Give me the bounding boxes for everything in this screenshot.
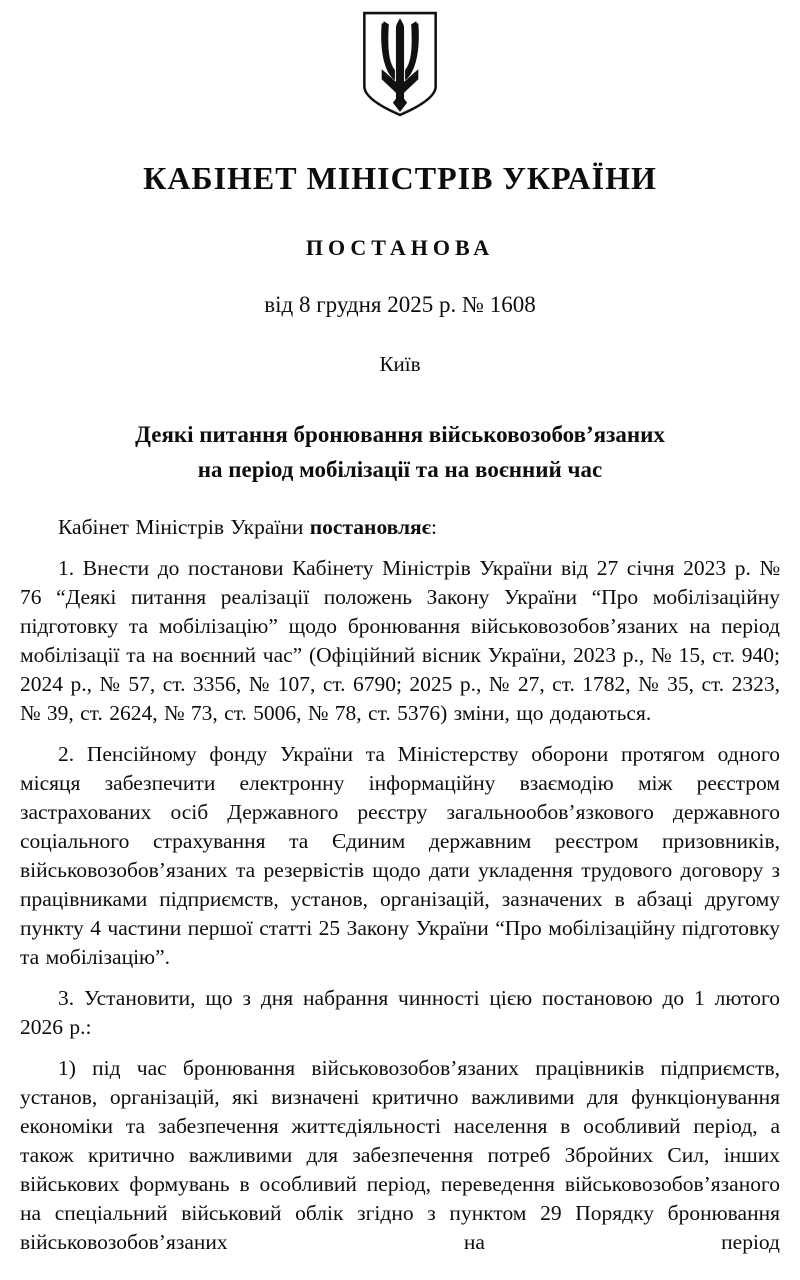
doc-type-heading: ПОСТАНОВА bbox=[305, 235, 495, 260]
ukraine-trident-shield-icon bbox=[361, 10, 439, 118]
paragraph-2: 2. Пенсійному фонду України та Міністерству оборони протягом одного місяця забезпечити електронну інформаційну взаємодію між реєстром застрахованих осіб Державного реєстру загальнообов’язкового державного соціального страхування та Єдиним державним реєстром призовників, військовозобов’язаних та резервістів щодо дати укладення трудового договору з працівниками підприємств, установ, організацій, зазначених в абзаці другому пункту 4 частини першої статті 25 Закону України “Про мобілізаційну підготовку та мобілізацію”. bbox=[20, 742, 780, 969]
org-name-heading: КАБІНЕТ МІНІСТРІВ УКРАЇНИ bbox=[143, 160, 657, 196]
date-number-line: від 8 грудня 2025 р. № 1608 bbox=[264, 292, 536, 317]
paragraph-1: 1. Внести до постанови Кабінету Міністрів України від 27 січня 2023 р. № 76 “Деякі питання реалізації положень Закону України “Про мобілізаційну підготовку та мобілізацію” щодо бронювання військовозобов’язаних на період мобілізації та на воєнний час” (Офіційний вісник України, 2023 р., № 15, ст. 940; 2024 р., № 57, ст. 3356, № 107, ст. 6790; 2025 р., № 27, ст. 1782, № 35, ст. 2323, № 39, ст. 2624, № 73, ст. 5006, № 78, ст. 5376) зміни, що додаються. bbox=[20, 556, 780, 725]
document-body bbox=[0, 513, 800, 1257]
preamble-lead: Кабінет Міністрів України bbox=[58, 515, 310, 539]
city-line: Київ bbox=[379, 352, 421, 376]
document-title bbox=[0, 417, 800, 487]
preamble-emphasis: постановляє bbox=[309, 515, 431, 539]
document-title-line-1: Деякі питання бронювання військовозобов’язаних bbox=[135, 422, 665, 447]
emblem-container bbox=[0, 0, 800, 123]
paragraph-4-subitem-1: 1) під час бронювання військовозобов’язаних працівників підприємств, установ, організацій, які визначені критично важливими для функціонування економіки та забезпечення життєдіяльності населення в особливий період, а також критично важливими для забезпечення потреб Збройних Сил, інших військових формувань в особливий період, переведення військовозобов’язаного на спеціальний військовий облік згідно з пунктом 29 Порядку бронювання військовозобов’язаних на період bbox=[20, 1056, 780, 1254]
preamble-paragraph bbox=[20, 513, 780, 542]
document-title-line-2: на період мобілізації та на воєнний час bbox=[197, 457, 603, 482]
preamble-tail: : bbox=[430, 515, 437, 539]
paragraph-3: 3. Установити, що з дня набрання чинності цією постановою до 1 лютого 2026 р.: bbox=[20, 986, 780, 1039]
